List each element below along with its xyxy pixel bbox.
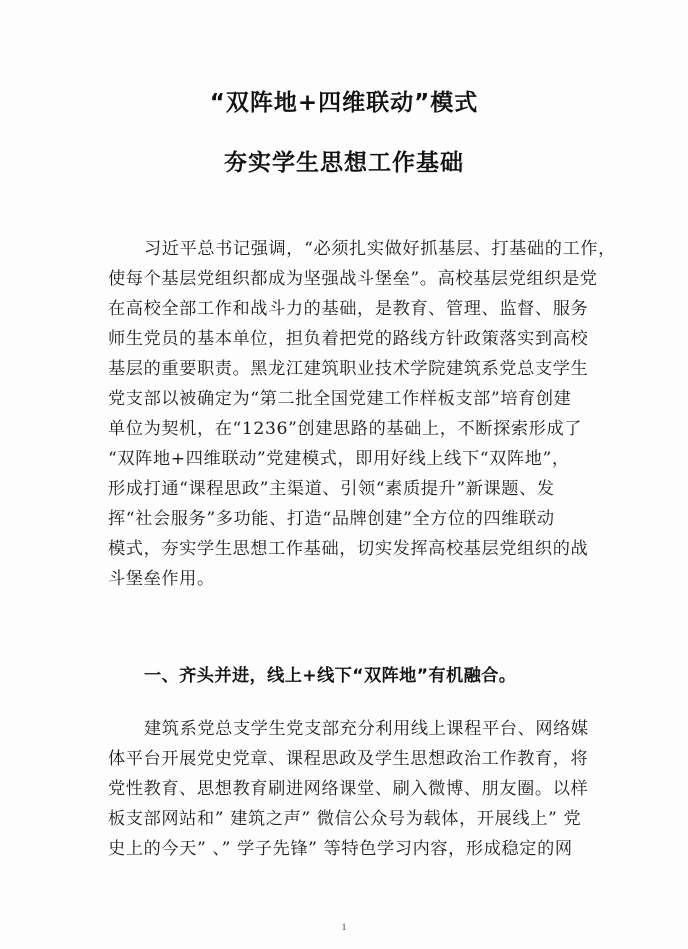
paragraph-2-line: 史上的今天” 、” 学子先锋” 等特色学习内容，形成稳定的网: [108, 839, 573, 859]
section-heading-text: 一、齐头并进，线上+线下“双阵地”有机融合。: [144, 666, 517, 686]
paragraph-1-line: 基层的重要职责。黑龙江建筑职业技术学院建筑系党总支学生: [108, 359, 589, 379]
paragraph-1-line: 模式，夯实学生思想工作基础，切实发挥高校基层党组织的战: [108, 539, 589, 559]
paragraph-1: [108, 234, 616, 594]
paragraph-1-line: 党支部以被确定为“第二批全国党建工作样板支部”培育创建: [108, 389, 572, 409]
paragraph-2-line: 板支部网站和” 建筑之声” 微信公众号为载体，开展线上” 党: [108, 809, 582, 829]
paragraph-1-line: 挥“社会服务”多功能、打造“品牌创建”全方位的四维联动: [108, 509, 555, 529]
document-title-line-2: 夯实学生思想工作基础: [224, 150, 464, 176]
paragraph-1-line: 单位为契机，在“1236”创建思路的基础上，不断探索形成了: [108, 419, 583, 439]
paragraph-2-line: 党性教育、思想教育刷进网络课堂、刷入微博、朋友圈。以样: [108, 779, 589, 799]
paragraph-1-line: 使每个基层党组织都成为坚强战斗堡垒”。高校基层党组织是党: [108, 269, 598, 289]
paragraph-1-line: 师生党员的基本单位，担负着把党的路线方针政策落实到高校: [108, 329, 589, 349]
document-title-line-1: “双阵地+四维联动”模式: [209, 90, 479, 116]
paragraph-1-line: “双阵地+四维联动”党建模式，即用好线上线下“双阵地”，: [108, 449, 570, 469]
paragraph-1-line: 在高校全部工作和战斗力的基础，是教育、管理、监督、服务: [108, 299, 589, 319]
paragraph-1-line: 斗堡垒作用。: [108, 569, 215, 589]
paragraph-2-line: 建筑系党总支学生党支部充分利用线上课程平台、网络媒: [144, 719, 589, 739]
paragraph-2-line: 体平台开展党史党章、课程思政及学生思想政治工作教育，将: [108, 749, 589, 769]
section-heading-1: [108, 661, 608, 691]
paragraph-1-line: 习近平总书记强调，“必须扎实做好抓基层、打基础的工作，: [144, 239, 616, 259]
paragraph-1-line: 形成打通“课程思政”主渠道、引领“素质提升”新课题、发: [108, 479, 555, 499]
page-number: 1: [341, 922, 347, 932]
paragraph-2: [108, 714, 608, 864]
